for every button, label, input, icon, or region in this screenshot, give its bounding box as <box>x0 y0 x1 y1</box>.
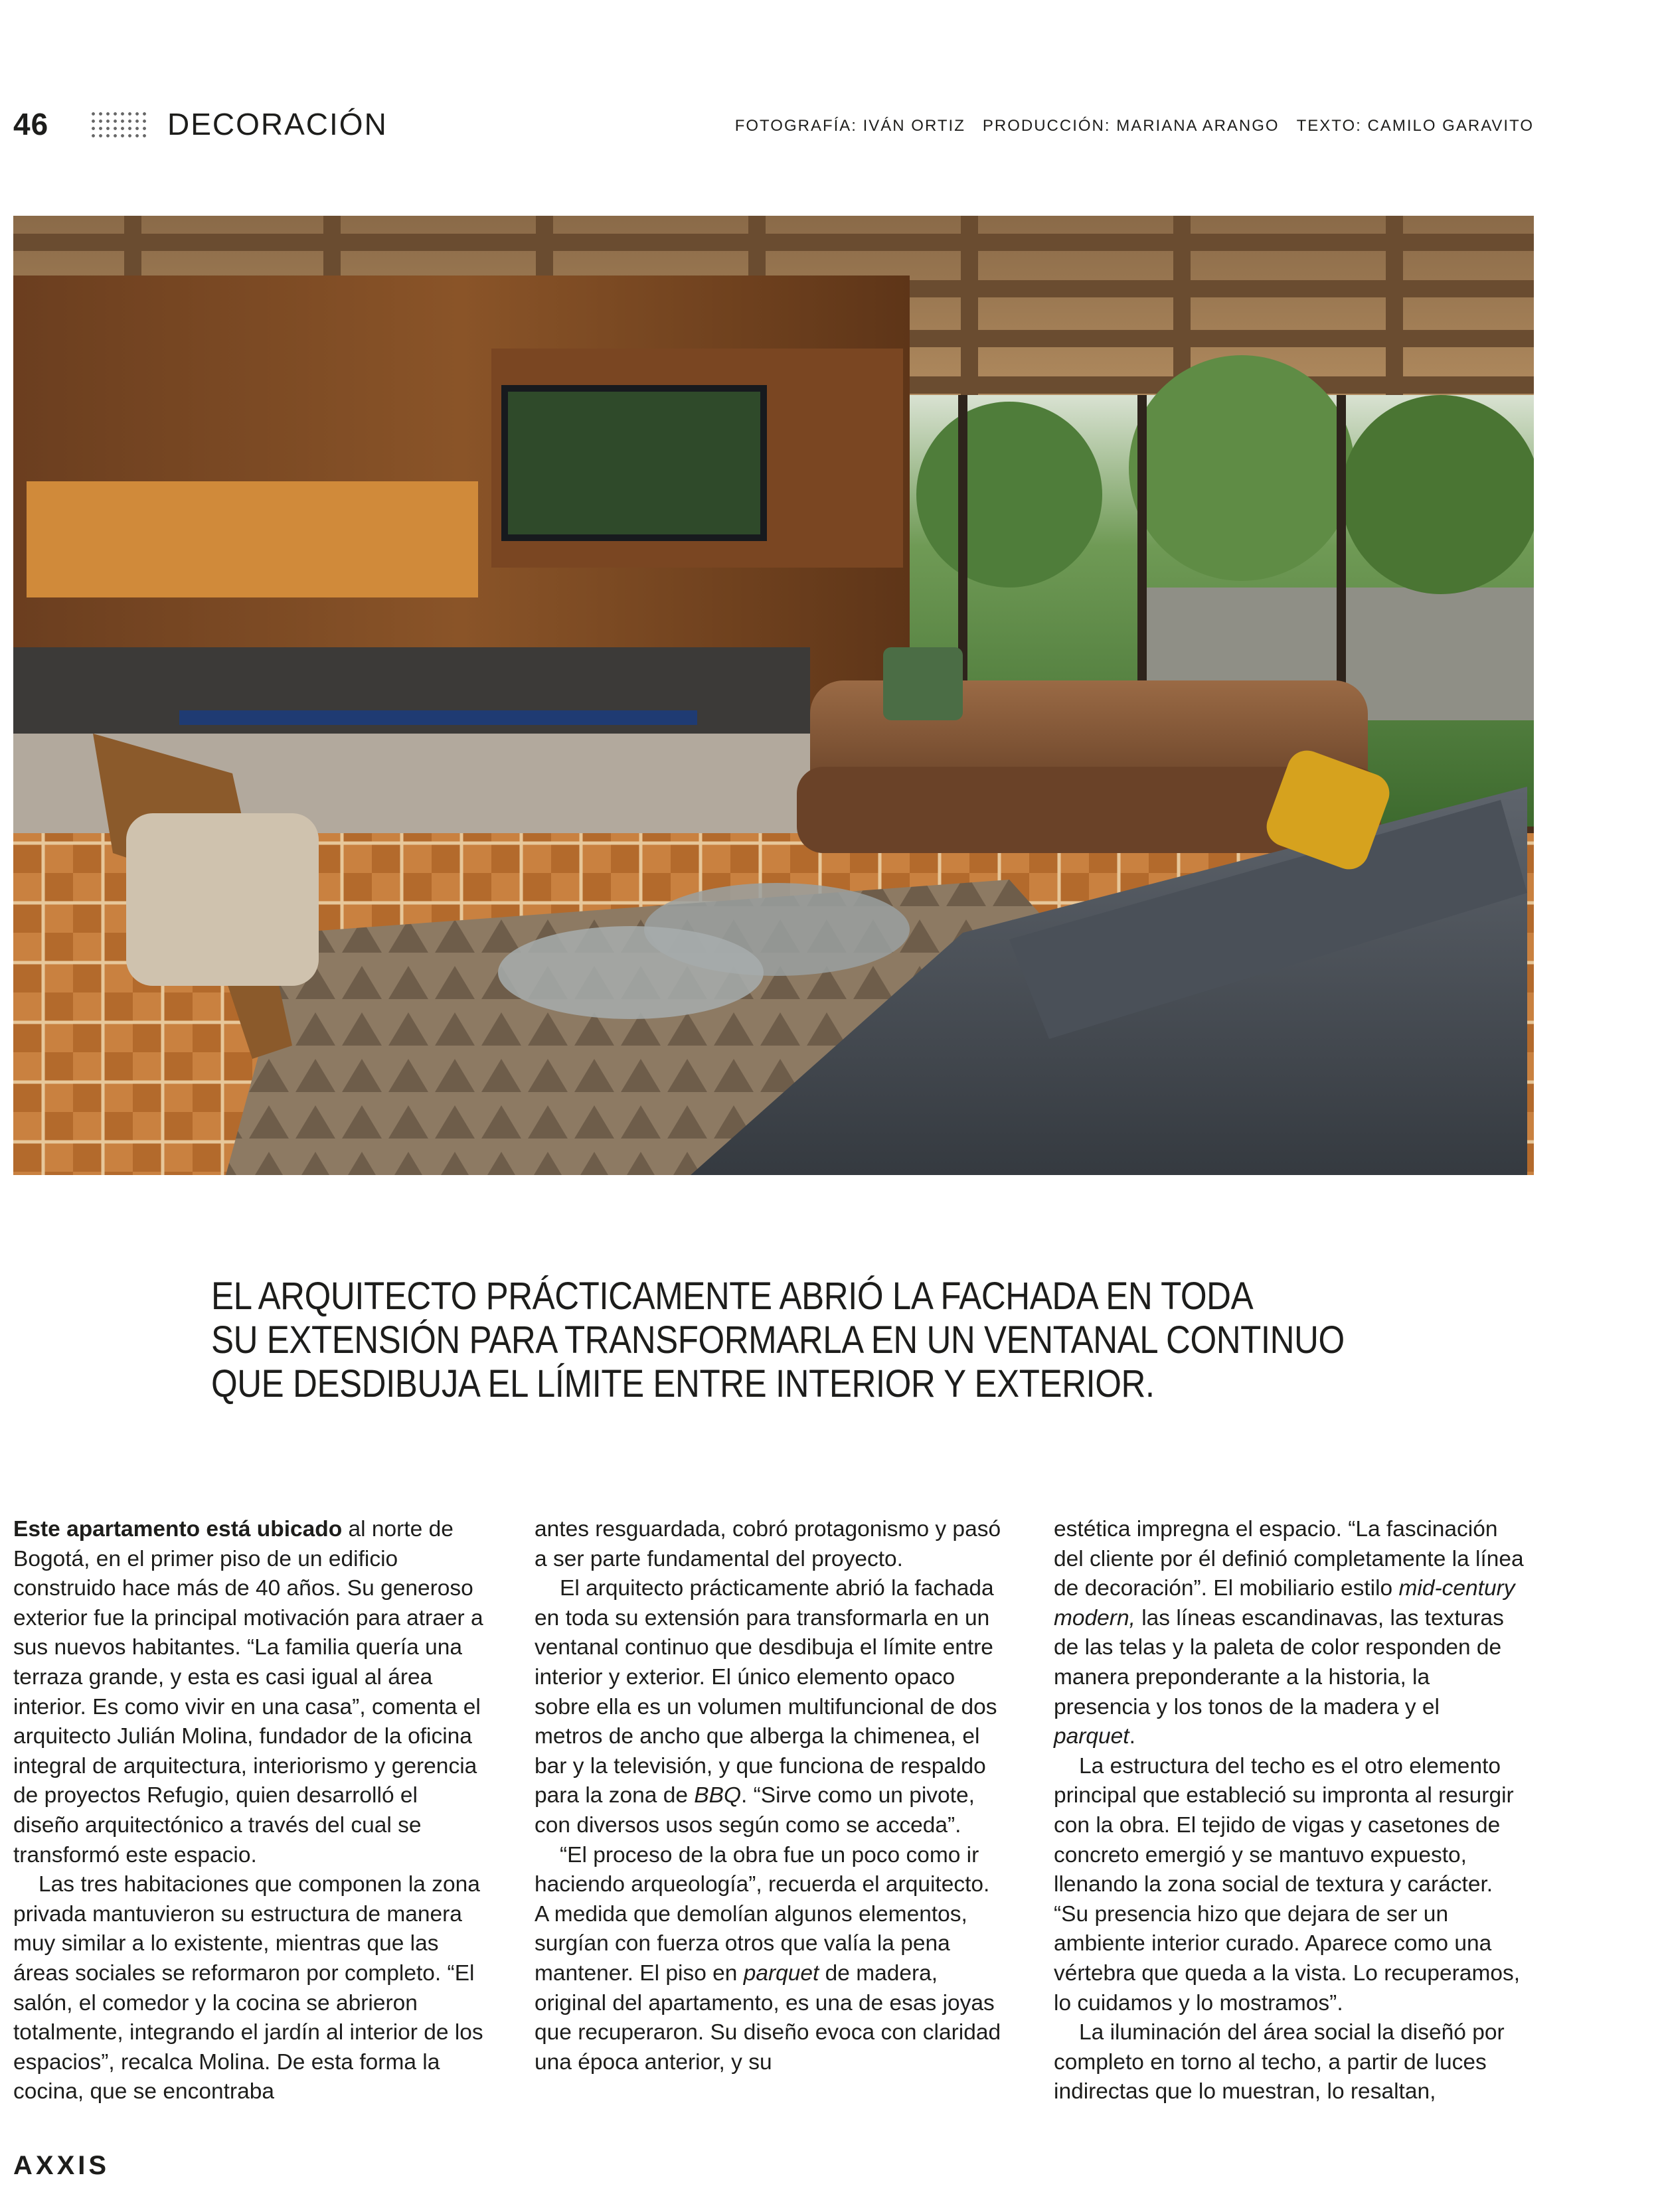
pull-quote-line: EL ARQUITECTO PRÁCTICAMENTE ABRIÓ LA FACHADA EN TODA <box>211 1275 1254 1318</box>
paragraph: antes resguardada, cobró protagonismo y pasó a ser parte fundamental del proyecto. <box>535 1517 1001 1571</box>
article-column-2 <box>535 1515 1006 2077</box>
living-room-photo <box>13 216 1534 1175</box>
emphasis: parquet <box>743 1960 819 1986</box>
section-title: DECORACIÓN <box>167 107 388 141</box>
credit-production: PRODUCCIÓN: MARIANA ARANGO <box>982 117 1280 135</box>
paragraph <box>535 1574 1006 1840</box>
lead-in: Este apartamento está ubicado <box>13 1517 343 1541</box>
dot-grid-ornament <box>90 110 148 139</box>
paragraph <box>13 1515 485 1870</box>
credit-photography: FOTOGRAFÍA: IVÁN ORTIZ <box>734 117 965 135</box>
article-column-3 <box>1054 1515 1525 2107</box>
paragraph-text: . “Sirve como un pivote, con diversos usos según como se acceda”. <box>535 1783 975 1838</box>
paragraph-text: de madera, original del apartamento, es una de esas joyas que recuperaron. Su diseño evoca con claridad una época anterior, y su <box>535 1960 1001 2075</box>
pull-quote-line: SU EXTENSIÓN PARA TRANSFORMARLA EN UN VENTANAL CONTINUO <box>211 1318 1345 1362</box>
paragraph: La estructura del techo es el otro elemento principal que estableció su impronta al resurgir con la obra. El tejido de vigas y casetones de concreto emergió y se mantuvo expuesto, llenando la zona social de textura y carácter. “Su presencia hizo que dejara de ser un ambiente interior curado. Aparece como una vértebra que queda a la vista. Lo recuperamos, lo cuidamos y lo mostramos”. <box>1054 1753 1521 2015</box>
article-column-1 <box>13 1515 485 2107</box>
pull-quote <box>211 1275 1345 1406</box>
emphasis: parquet <box>1054 1724 1129 1749</box>
emphasis: BBQ <box>694 1783 742 1808</box>
pull-quote-line: QUE DESDIBUJA EL LÍMITE ENTRE INTERIOR Y EXTERIOR. <box>211 1362 1155 1405</box>
emphasis: mid-century modern, <box>1054 1576 1515 1630</box>
credit-text: TEXTO: CAMILO GARAVITO <box>1296 117 1534 135</box>
paragraph-text: estética impregna el espacio. “La fascinación del cliente por él definió completamente la línea de decoración”. El mobiliario estilo <box>1054 1517 1524 1601</box>
page-header <box>13 100 1534 153</box>
paragraph-text: “El proceso de la obra fue un poco como ir haciendo arqueología”, recuerda el arquitecto. A medida que demolían algunos elementos, surgían con fuerza otros que valía la pena mantener. El piso en <box>535 1842 990 1986</box>
paragraph-text: las líneas escandinavas, las texturas de las telas y la paleta de color responden de manera preponderante a la historia, la presencia y los tonos de la madera y el <box>1054 1605 1504 1719</box>
paragraph-text: El arquitecto prácticamente abrió la fachada en toda su extensión para transformarla en un ventanal continuo que desdibuja el límite entre interior y exterior. El único elemento opaco sobre ella es un volumen multifuncional de dos metros de ancho que alberga la chimenea, el bar y la televisión, y que funciona de respaldo para la zona de <box>535 1576 997 1808</box>
paragraph <box>535 1841 1006 2078</box>
paragraph: Las tres habitaciones que componen la zona privada mantuvieron su estructura de manera muy similar a lo existente, mientras que las áreas sociales se reformaron por completo. “El salón, el comedor y la cocina se abrieron totalmente, integrando el jardín al interior de los espacios”, recalca Molina. De esta forma la cocina, que se encontraba <box>13 1872 483 2104</box>
paragraph <box>1054 1515 1525 1752</box>
paragraph-text: . <box>1129 1724 1135 1749</box>
living-room-illustration <box>13 216 1534 1175</box>
page-number: 46 <box>13 107 49 141</box>
paragraph: La iluminación del área social la diseñó por completo en torno al techo, a partir de luces indirectas que lo muestran, lo resaltan, <box>1054 2020 1505 2104</box>
photo-credits <box>718 117 1534 135</box>
magazine-logo: AXXIS <box>13 2151 110 2180</box>
paragraph-text: al norte de Bogotá, en el primer piso de un edificio construido hace más de 40 años. Su generoso exterior fue la principal motivación para atraer a sus nuevos habitantes. “La familia quería una terraza grande, y esta es casi igual al área interior. Es como vivir en una casa”, comenta el arquitecto Julián Molina, fundador de la oficina integral de arquitectura, interiorismo y gerencia de proyectos Refugio, quien desarrolló el diseño arquitectónico a través del cual se transformó este espacio. <box>13 1517 483 1867</box>
